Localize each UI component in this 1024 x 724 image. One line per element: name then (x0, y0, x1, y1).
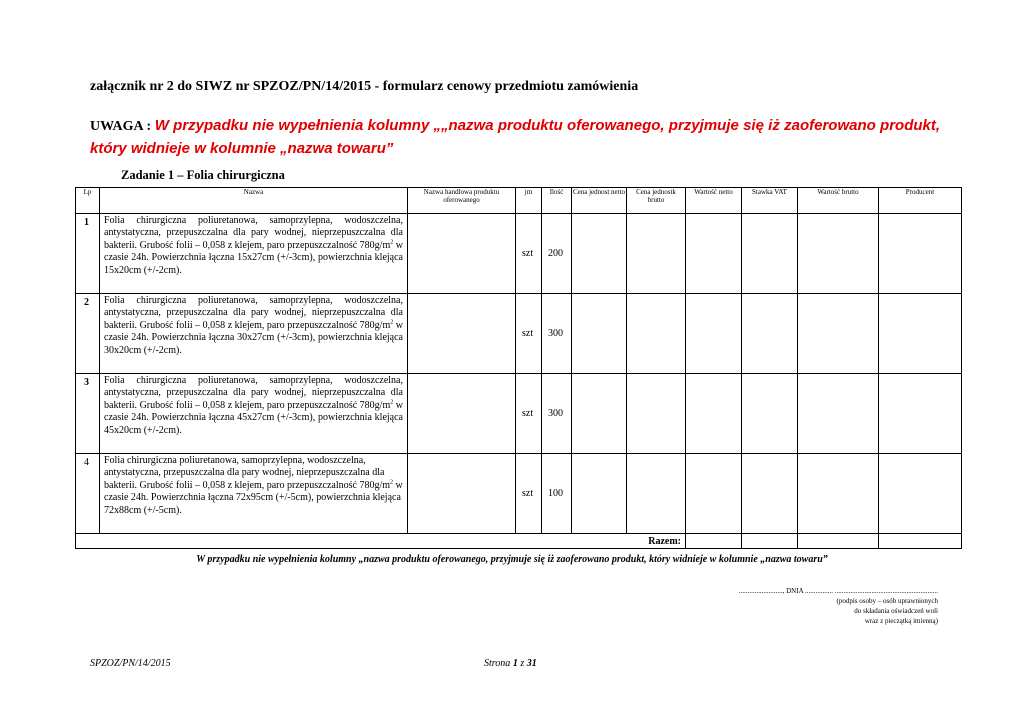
trade-name-cell[interactable] (408, 214, 516, 294)
signature-caption: (podpis osoby – osób uprawnionych (836, 597, 938, 605)
row-unit: szt (516, 454, 542, 534)
producer-cell[interactable] (879, 214, 962, 294)
row-description: Folia chirurgiczna poliuretanowa, samoprzylepna, wodoszczelna, antystatyczna, przepuszczalna dla pary wodnej, nieprzepuszczalna dla bakterii. Grubość folii – 0,058 z klejem, paro przepuszczalność $780g/m^2$ w czasie 24h. Powierzchnia łączna 15x27cm (+/-3cm), powierzchnia klejąca 15x20cm (+/-2cm). (100, 214, 408, 294)
total-label: Razem: (76, 534, 686, 549)
unit-price-gross-cell[interactable] (627, 374, 686, 454)
row-quantity: 200 (542, 214, 572, 294)
warning-label: UWAGA : (90, 119, 152, 134)
unit-price-net-cell[interactable] (572, 214, 627, 294)
vat-rate-cell[interactable] (742, 294, 798, 374)
vat-rate-cell[interactable] (742, 214, 798, 294)
col-value-net: Wartość netto (686, 188, 742, 214)
table-row (76, 294, 962, 374)
value-gross-cell[interactable] (798, 374, 879, 454)
signature-caption: do składania oświadczeń woli (854, 607, 938, 615)
producer-cell[interactable] (879, 294, 962, 374)
total-row (76, 534, 962, 549)
row-lp: 3 (76, 374, 100, 454)
row-description: Folia chirurgiczna poliuretanowa, samoprzylepna, wodoszczelna, antystatyczna, przepuszczalna dla pary wodnej, nieprzepuszczalna dla bakterii. Grubość folii – 0,058 z klejem, paro przepuszczalność $780g/m^2$ w czasie 24h. Powierzchnia łączna 72x95cm (+/-5cm), powierzchnia klejąca 72x88cm (+/-5cm). (100, 454, 408, 534)
task-heading: Zadanie 1 – Folia chirurgiczna (121, 168, 285, 182)
unit-price-net-cell[interactable] (572, 454, 627, 534)
value-net-cell[interactable] (686, 374, 742, 454)
footer-reference: SPZOZ/PN/14/2015 (90, 658, 171, 669)
row-lp: 1 (76, 214, 100, 294)
total-value-net-cell[interactable] (686, 534, 742, 549)
col-unit: jm (516, 188, 542, 214)
total-vat-cell[interactable] (742, 534, 798, 549)
vat-rate-cell[interactable] (742, 374, 798, 454)
unit-price-net-cell[interactable] (572, 374, 627, 454)
unit-price-net-cell[interactable] (572, 294, 627, 374)
signature-line: ........................., DNIA ................ ........................................................... (738, 587, 938, 595)
value-net-cell[interactable] (686, 294, 742, 374)
row-lp: 4 (76, 454, 100, 534)
row-quantity: 100 (542, 454, 572, 534)
table-row (76, 454, 962, 534)
unit-price-gross-cell[interactable] (627, 454, 686, 534)
signature-block (600, 586, 938, 626)
row-description: Folia chirurgiczna poliuretanowa, samoprzylepna, wodoszczelna, antystatyczna, przepuszczalna dla pary wodnej, nieprzepuszczalna dla bakterii. Grubość folii – 0,058 z klejem, paro przepuszczalność $780g/m^2$ w czasie 24h. Powierzchnia łączna 45x27cm (+/-3cm), powierzchnia klejąca 45x20cm (+/-2cm). (100, 374, 408, 454)
unit-price-gross-cell[interactable] (627, 214, 686, 294)
value-gross-cell[interactable] (798, 214, 879, 294)
value-gross-cell[interactable] (798, 294, 879, 374)
table-row (76, 214, 962, 294)
col-name: Nazwa (100, 188, 408, 214)
row-quantity: 300 (542, 374, 572, 454)
trade-name-cell[interactable] (408, 374, 516, 454)
page-number: Strona 1 z 31 (484, 658, 537, 669)
row-unit: szt (516, 374, 542, 454)
row-lp: 2 (76, 294, 100, 374)
col-lp: Lp (76, 188, 100, 214)
trade-name-cell[interactable] (408, 294, 516, 374)
table-row (76, 374, 962, 454)
col-unit-price-net: Cena jednost netto (572, 188, 627, 214)
total-producer-cell[interactable] (879, 534, 962, 549)
value-net-cell[interactable] (686, 214, 742, 294)
row-unit: szt (516, 214, 542, 294)
col-value-gross: Wartość brutto (798, 188, 879, 214)
value-net-cell[interactable] (686, 454, 742, 534)
vat-rate-cell[interactable] (742, 454, 798, 534)
producer-cell[interactable] (879, 454, 962, 534)
total-value-gross-cell[interactable] (798, 534, 879, 549)
col-trade-name: Nazwa handlowa produktu oferowanego (408, 188, 516, 214)
value-gross-cell[interactable] (798, 454, 879, 534)
unit-price-gross-cell[interactable] (627, 294, 686, 374)
trade-name-cell[interactable] (408, 454, 516, 534)
col-vat-rate: Stawka VAT (742, 188, 798, 214)
price-form-table (75, 187, 962, 549)
signature-caption: wraz z pieczątką imienną) (864, 617, 938, 625)
row-description: Folia chirurgiczna poliuretanowa, samoprzylepna, wodoszczelna, antystatyczna, przepuszczalna dla pary wodnej, nieprzepuszczalna dla bakterii. Grubość folii – 0,058 z klejem, paro przepuszczalność $780g/m^2$ w czasie 24h. Powierzchnia łączna 30x27cm (+/-3cm), powierzchnia klejąca 30x20cm (+/-2cm). (100, 294, 408, 374)
row-quantity: 300 (542, 294, 572, 374)
col-quantity: Ilość (542, 188, 572, 214)
table-header-row (76, 188, 962, 214)
producer-cell[interactable] (879, 374, 962, 454)
bottom-note: W przypadku nie wypełnienia kolumny „nazwa produktu oferowanego, przyjmuje się iż zaoferowano produkt, który widnieje w kolumnie „nazwa towaru” (196, 554, 828, 565)
page-title: załącznik nr 2 do SIWZ nr SPZOZ/PN/14/2015 - formularz cenowy przedmiotu zamówienia (90, 79, 639, 94)
warning-text: W przypadku nie wypełnienia kolumny „„nazwa produktu oferowanego, przyjmuje się iż zaoferowano produkt, który widnieje w kolumnie „nazwa towaru” (90, 117, 941, 157)
row-unit: szt (516, 294, 542, 374)
col-producer: Producent (879, 188, 962, 214)
col-unit-price-gross: Cena jednostk brutto (627, 188, 686, 214)
warning-paragraph (90, 115, 940, 161)
